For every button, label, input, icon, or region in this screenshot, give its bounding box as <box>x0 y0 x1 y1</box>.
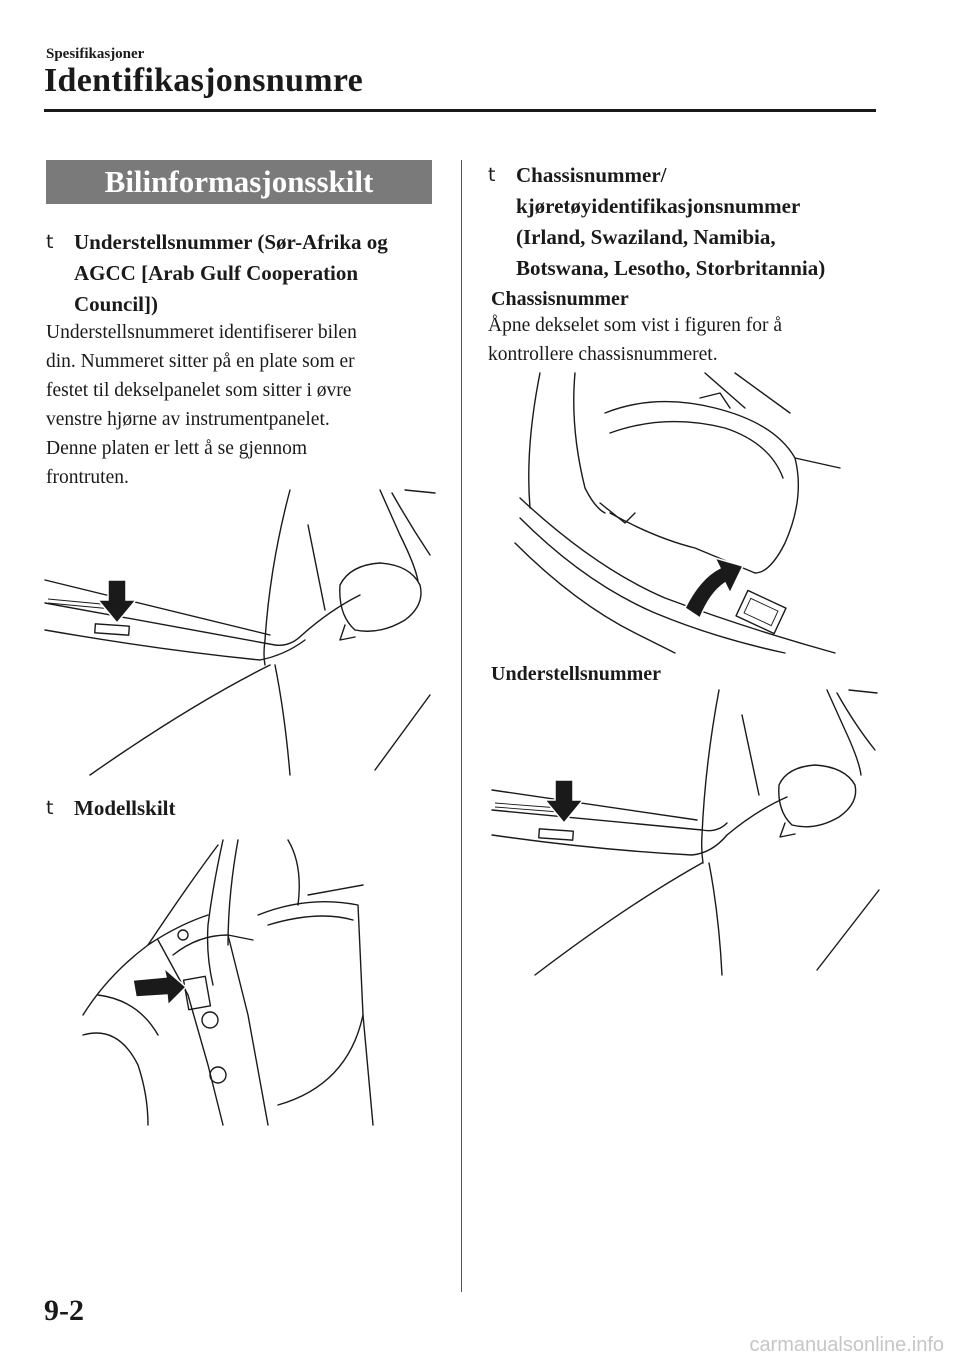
heading-understellsnummer <box>46 227 446 320</box>
heading-modellskilt <box>46 793 446 824</box>
heading-line: Council]) <box>74 292 158 316</box>
dashboard-plate-illustration-right <box>487 685 887 980</box>
page-number: 9-2 <box>44 1294 84 1327</box>
label-chassisnummer: Chassisnummer <box>491 288 629 310</box>
body-line: Denne platen er lett å se gjennom <box>46 438 307 459</box>
heading-line: Understellsnummer (Sør-Afrika og <box>74 230 388 254</box>
chapter-name: Spesifikasjoner <box>46 46 145 62</box>
title-rule <box>44 109 876 112</box>
dashboard-plate-illustration <box>40 485 440 780</box>
body-line: frontruten. <box>46 467 129 488</box>
heading-line: Chassisnummer/ <box>516 163 667 187</box>
heading-line: kjøretøyidentifikasjonsnummer <box>516 194 801 218</box>
heading-line: Modellskilt <box>74 796 176 820</box>
body-line: kontrollere chassisnummeret. <box>488 344 718 365</box>
chassis-cover-illustration <box>515 368 845 653</box>
body-line: venstre hjørne av instrumentpanelet. <box>46 409 330 430</box>
body-line: Åpne dekselet som vist i figuren for å <box>488 315 783 336</box>
page-title: Identifikasjonsnumre <box>44 62 363 99</box>
bullet-mark: t <box>46 797 54 819</box>
body-line: din. Nummeret sitter på en plate som er <box>46 351 355 372</box>
paragraph-chassisnummer <box>488 311 908 369</box>
heading-chassisnummer <box>488 160 908 284</box>
bullet-mark: t <box>46 231 54 253</box>
watermark: carmanualsonline.info <box>749 1334 944 1356</box>
heading-line: Botswana, Lesotho, Storbritannia) <box>516 256 826 280</box>
body-line: Understellsnummeret identifiserer bilen <box>46 322 357 343</box>
column-divider <box>461 160 462 1292</box>
paragraph-understellsnummer <box>46 318 446 492</box>
bullet-mark: t <box>488 164 496 186</box>
heading-line: (Irland, Swaziland, Namibia, <box>516 225 776 249</box>
heading-line: AGCC [Arab Gulf Cooperation <box>74 261 359 285</box>
section-banner: Bilinformasjonsskilt <box>46 160 432 204</box>
body-line: festet til dekselpanelet som sitter i øvre <box>46 380 352 401</box>
label-understellsnummer: Understellsnummer <box>491 663 661 685</box>
model-plate-illustration <box>78 835 378 1125</box>
